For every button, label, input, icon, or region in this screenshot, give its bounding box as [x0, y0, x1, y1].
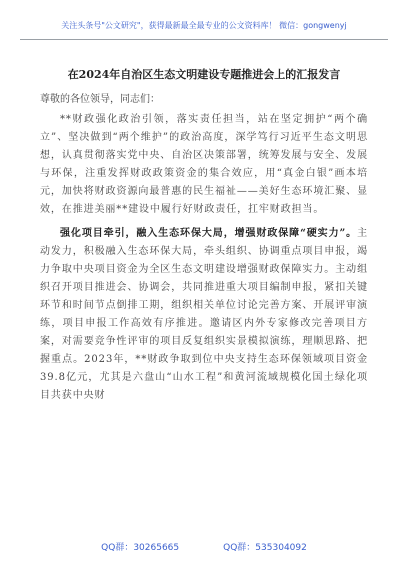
document-title: 在2024年自治区生态文明建设专题推进会上的汇报发言 [67, 68, 341, 81]
promo-header [20, 20, 388, 40]
contact-footer [0, 540, 408, 553]
document-body [40, 64, 368, 411]
paragraph-project [40, 225, 368, 405]
paragraph-heading: 强化项目牵引，融入生态环保大局，增强财政保障“硬实力”。 [60, 228, 358, 239]
qq-group-2: QQ群：535304092 [223, 543, 307, 553]
promo-header-text: 关注头条号"公文研究"，获得最新最全最专业的公文资料库！ 微信：gongwenyj [61, 21, 347, 30]
qq-group-1: QQ群：30265665 [101, 543, 180, 553]
paragraph-intro: **财政强化政治引领，落实责任担当，站在坚定拥护“两个确立”、坚决做到“两个维护”的政治高度，深学笃行习近平生态文明思想，认真贯彻落实党中央、自治区决策部署，统筹发展与安全、发展与环保，注重发挥财政政策资金的集合效应，用“真金白银”画本培元，加快将财政资源向最普惠的民生福祉——美好生态环境汇聚、显效，在推进美丽**建设中履行好财政责任，扛牢财政担当。 [40, 114, 368, 215]
paragraph-body: 主动发力，积极融入生态环保大局，牵头组织、协调重点项目申报，竭力争取中央项目资金为全区生态文明建设增强财政保障实力。主动组织召开项目推进会、协调会，共同推进重大项目编制申报，紧扣关键环节和时间节点倒排工期，组织相关单位讨论完善方案、开展评审演练，项目申报工作高效有序推进。邀请区内外专家修改完善项目方案，对需要竞争性评审的项目反复组织实景模拟演练，理顺思路、把握重点。2023年，**财政争取到位中央支持生态环保领域项目资金39.8亿元，尤其是六盘山“山水工程”和黄河流域规模化国土绿化项目共获中央财 [40, 228, 368, 401]
salutation: 尊敬的各位领导，同志们： [40, 94, 160, 105]
